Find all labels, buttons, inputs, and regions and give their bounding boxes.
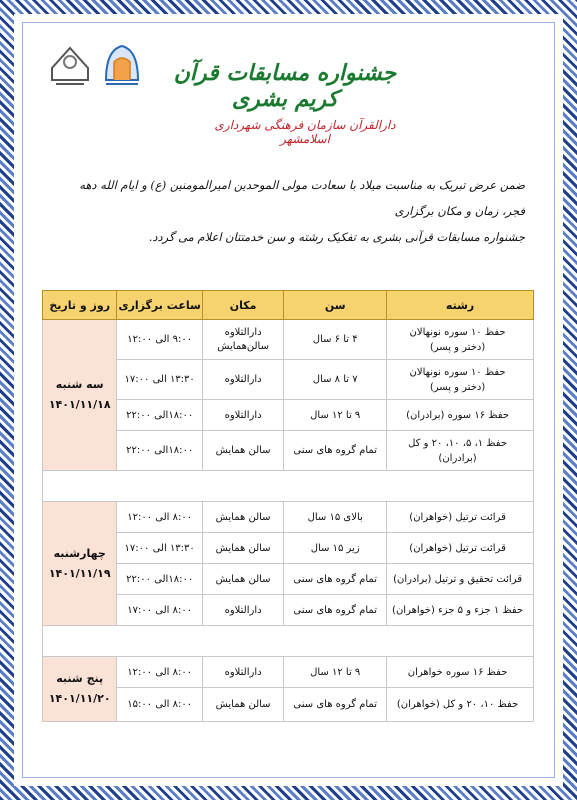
day-cell <box>43 502 117 626</box>
age-cell: ۷ تا ۸ سال <box>284 360 387 400</box>
header-day-date: روز و تاریخ <box>43 291 117 320</box>
time-cell: ۱۸:۰۰الی ۲۲:۰۰ <box>117 564 203 595</box>
discipline-cell <box>387 320 534 360</box>
table-row <box>43 400 534 431</box>
age-cell: ۴ تا ۶ سال <box>284 320 387 360</box>
table-row <box>43 564 534 595</box>
spacer-cell <box>43 471 534 502</box>
age-cell: ۹ تا ۱۲ سال <box>284 657 387 688</box>
place-cell: دارالتلاوه <box>202 657 283 688</box>
table-row <box>43 320 534 360</box>
discipline-cell: قرائت تحقیق و ترتیل (برادران) <box>387 564 534 595</box>
discipline-cell: قرائت ترتیل (خواهران) <box>387 533 534 564</box>
organizer-subtitle: دارالقرآن سازمان فرهنگی شهرداری اسلامشهر <box>214 118 396 146</box>
age-cell: تمام گروه های سنی <box>284 431 387 471</box>
row-spacer <box>43 471 534 502</box>
discipline-cell: حفظ ۱ جزء و ۵ جزء (خواهران) <box>387 595 534 626</box>
day-cell <box>43 657 117 722</box>
time-cell: ۱۳:۳۰ الی ۱۷:۰۰ <box>117 360 203 400</box>
age-cell: تمام گروه های سنی <box>284 564 387 595</box>
table-row <box>43 431 534 471</box>
intro-line-2: جشنواره مسابقات قرآنی بشری به تفکیک رشته و سن خدمتتان اعلام می گردد. <box>148 230 525 244</box>
age-cell: ۹ تا ۱۲ سال <box>284 400 387 431</box>
day-cell <box>43 320 117 471</box>
discipline-cell: حفظ ۱۶ سوره (برادران) <box>387 400 534 431</box>
discipline-cell <box>387 360 534 400</box>
place-cell: سالن همایش <box>202 564 283 595</box>
time-cell: ۸:۰۰ الی ۱۷:۰۰ <box>117 595 203 626</box>
time-cell: ۹:۰۰ الی ۱۲:۰۰ <box>117 320 203 360</box>
day-name: سه شنبه <box>55 378 104 391</box>
time-cell: ۸:۰۰ الی ۱۵:۰۰ <box>117 688 203 722</box>
place-cell: دارالتلاوه <box>202 595 283 626</box>
place-cell <box>202 320 283 360</box>
page-title: جشنواره مسابقات قرآن کریم بشری <box>173 60 397 112</box>
day-date: ۱۴۰۱/۱۱/۱۹ <box>48 566 111 580</box>
discipline-sub: (دختر و پسر) <box>429 341 486 353</box>
place-cell: سالن همایش <box>202 431 283 471</box>
discipline-cell: حفظ ۱۶ سوره خواهران <box>387 657 534 688</box>
place-cell: سالن همایش <box>202 533 283 564</box>
time-cell: ۸:۰۰ الی ۱۲:۰۰ <box>117 657 203 688</box>
table-row <box>43 502 534 533</box>
day-name: پنج شنبه <box>56 672 104 685</box>
table-header-row <box>43 291 534 320</box>
day-name: چهارشنبه <box>53 546 106 560</box>
time-cell: ۸:۰۰ الی ۱۲:۰۰ <box>117 502 203 533</box>
organization-logo-icon <box>48 40 92 86</box>
discipline-sub: (دختر و پسر) <box>429 381 486 393</box>
table-row <box>43 533 534 564</box>
place-cell: دارالتلاوه <box>202 400 283 431</box>
time-cell: ۱۳:۳۰ الی ۱۷:۰۰ <box>117 533 203 564</box>
header-discipline: رشته <box>387 291 534 320</box>
place-text: دارالتلاوه <box>224 326 262 338</box>
discipline-text: حفظ ۱۰ سوره نونهالان <box>409 326 506 338</box>
day-date: ۱۴۰۱/۱۱/۲۰ <box>48 692 111 705</box>
age-cell: بالای ۱۵ سال <box>284 502 387 533</box>
table-row <box>43 360 534 400</box>
table-row <box>43 595 534 626</box>
time-cell: ۱۸:۰۰الی ۲۲:۰۰ <box>117 400 203 431</box>
header-place: مکان <box>202 291 283 320</box>
spacer-cell <box>43 626 534 657</box>
discipline-text: حفظ ۱۰ سوره نونهالان <box>409 366 506 378</box>
age-cell: تمام گروه های سنی <box>284 688 387 722</box>
discipline-cell: حفظ ۱، ۵، ۱۰، ۲۰ و کل (برادران) <box>387 431 534 471</box>
row-spacer <box>43 626 534 657</box>
age-cell: تمام گروه های سنی <box>284 595 387 626</box>
day-date: ۱۴۰۱/۱۱/۱۸ <box>48 398 111 411</box>
intro-paragraph <box>65 172 525 250</box>
darolquran-logo-icon <box>100 40 144 86</box>
header-age: سن <box>284 291 387 320</box>
place-cell: سالن همایش <box>202 688 283 722</box>
discipline-cell: حفظ ۱۰، ۲۰ و کل (خواهران) <box>387 688 534 722</box>
place-cell: سالن همایش <box>202 502 283 533</box>
table-row <box>43 657 534 688</box>
place-cell: دارالتلاوه <box>202 360 283 400</box>
intro-line-1: ضمن عرض تبریک به مناسبت میلاد با سعادت مولی الموحدین امیرالمومنین (ع) و ایام الله دهه فجر، زمان و مکان برگزاری <box>79 178 525 218</box>
place-text-2: سالن‌همایش <box>217 340 269 352</box>
table-row <box>43 688 534 722</box>
header-time: ساعت برگزاری <box>117 291 203 320</box>
schedule-table <box>42 290 534 722</box>
time-cell: ۱۸:۰۰الی ۲۲:۰۰ <box>117 431 203 471</box>
discipline-cell: قرائت ترتیل (خواهران) <box>387 502 534 533</box>
age-cell: زیر ۱۵ سال <box>284 533 387 564</box>
